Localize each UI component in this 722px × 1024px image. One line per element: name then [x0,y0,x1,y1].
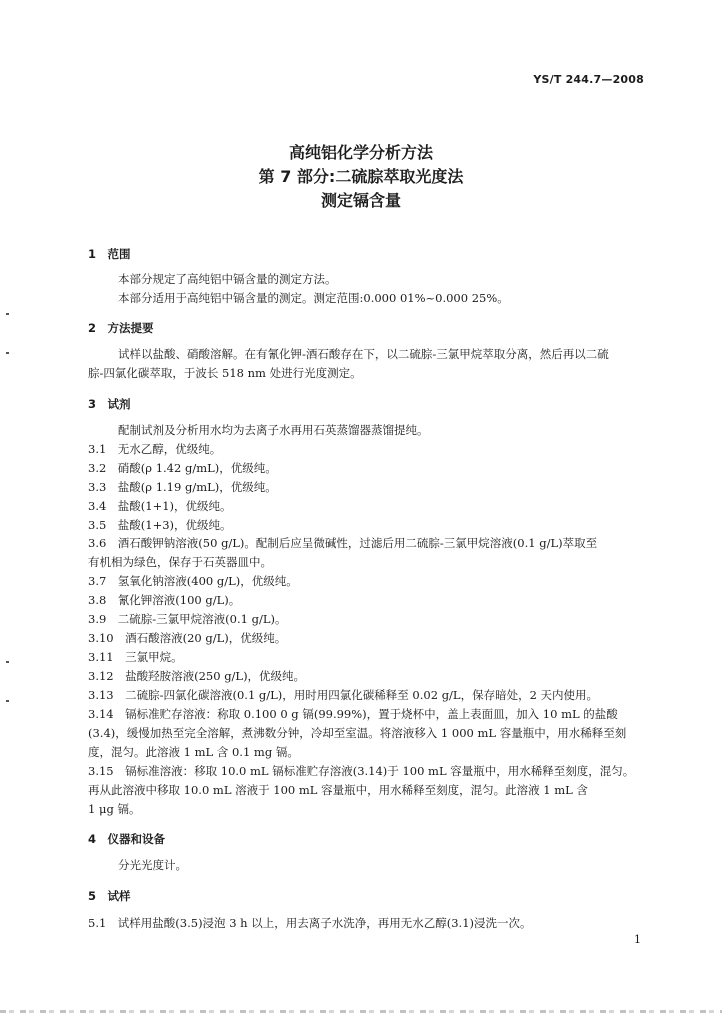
reagent-item: 3.11 三氯甲烷。 [88,650,183,664]
reagent-item: 3.12 盐酸羟胺溶液(250 g/L)，优级纯。 [88,669,306,683]
reagent-item: 3.15 镉标准溶液：移取 10.0 mL 镉标准贮存溶液(3.14)于 100 mL 容量瓶中，用水稀释至刻度，混匀。 [88,764,635,778]
section-1-para-2: 本部分适用于高纯铝中镉含量的测定。测定范围:0.000 01%~0.000 25%。 [118,291,509,305]
reagent-item: 3.13 二硫腙-四氯化碳溶液(0.1 g/L)，用时用四氯化碳稀释至 0.02 g/L，保存暗处，2 天内使用。 [88,688,599,702]
reagent-item: 3.5 盐酸(1+3)，优级纯。 [88,518,232,532]
section-2-heading: 2 方法提要 [88,321,154,335]
section-4-heading: 4 仪器和设备 [88,832,166,846]
scan-bottom-artifact [0,1010,722,1013]
reagent-item: 3.8 氰化钾溶液(100 g/L)。 [88,593,241,607]
reagent-item-continued: 有机相为绿色，保存于石英器皿中。 [88,555,272,569]
section-5-para-1: 5.1 试样用盐酸(3.5)浸泡 3 h 以上，用去离子水洗净，再用无水乙醇(3.1)浸洗一次。 [88,916,532,930]
section-4-para-1: 分光光度计。 [118,858,187,872]
page-number: 1 [634,933,641,946]
reagent-item: 3.2 硝酸(ρ 1.42 g/mL)，优级纯。 [88,461,277,475]
reagent-item: 3.1 无水乙醇，优级纯。 [88,442,222,456]
reagent-item: 3.14 镉标准贮存溶液：称取 0.100 0 g 镉(99.99%)，置于烧杯中，盖上表面皿，加入 10 mL 的盐酸 [88,707,618,721]
section-2-para-2: 腙-四氯化碳萃取，于波长 518 nm 处进行光度测定。 [88,366,362,380]
reagent-item: 3.9 二硫腙-三氯甲烷溶液(0.1 g/L)。 [88,612,287,626]
scan-margin-mark [6,661,9,663]
scan-margin-mark [6,352,9,354]
title-line-3: 测定镉含量 [320,191,401,210]
reagent-item: 3.3 盐酸(ρ 1.19 g/mL)，优级纯。 [88,480,277,494]
document-code: YS/T 244.7—2008 [533,73,644,86]
reagent-item-continued: 再从此溶液中移取 10.0 mL 溶液于 100 mL 容量瓶中，用水稀释至刻度，混匀。此溶液 1 mL 含 [88,783,588,797]
section-2-para-1: 试样以盐酸、硝酸溶解。在有氰化钾-酒石酸存在下，以二硫腙-三氯甲烷萃取分离，然后再以二硫 [118,347,609,361]
reagent-item: 3.10 酒石酸溶液(20 g/L)，优级纯。 [88,631,287,645]
section-1-para-1: 本部分规定了高纯铝中镉含量的测定方法。 [118,272,337,286]
section-1-heading: 1 范围 [88,247,131,261]
reagent-item: 3.6 酒石酸钾钠溶液(50 g/L)。配制后应呈微碱性，过滤后用二硫腙-三氯甲烷溶液(0.1 g/L)萃取至 [88,536,598,550]
reagent-item: 3.7 氢氧化钠溶液(400 g/L)，优级纯。 [88,574,298,588]
reagent-item: 3.4 盐酸(1+1)，优级纯。 [88,499,232,513]
section-5-heading: 5 试样 [88,889,131,903]
title-line-1: 高纯铝化学分析方法 [288,143,433,162]
title-line-2: 第 7 部分:二硫腙萃取光度法 [258,167,464,186]
section-3-heading: 3 试剂 [88,397,131,411]
section-3-intro: 配制试剂及分析用水均为去离子水再用石英蒸馏器蒸馏提纯。 [118,423,429,437]
scan-margin-mark [6,700,9,702]
reagent-item-continued: 度，混匀。此溶液 1 mL 含 0.1 mg 镉。 [88,745,299,759]
reagent-item-continued: 1 μg 镉。 [88,802,141,816]
scan-margin-mark [6,313,9,315]
reagent-item-continued: (3.4)，缓慢加热至完全溶解，煮沸数分钟，冷却至室温。将溶液移入 1 000 mL 容量瓶中，用水稀释至刻 [88,726,627,740]
